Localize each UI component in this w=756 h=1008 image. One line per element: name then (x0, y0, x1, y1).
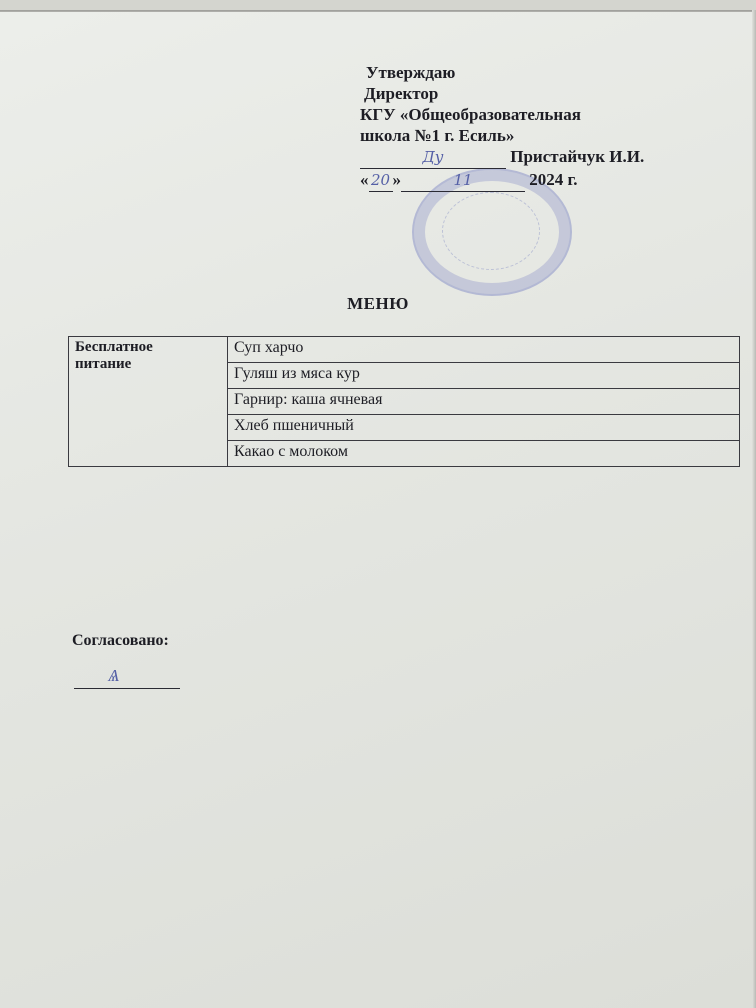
date-close-quote: » (392, 170, 401, 189)
approval-position: Директор (364, 84, 439, 103)
menu-category-cell (69, 337, 228, 467)
seal-inner-ring (442, 192, 540, 270)
date-day: 20 (370, 171, 391, 189)
approval-heading: Утверждаю (366, 63, 456, 82)
menu-item: Гуляш из мяса кур (228, 363, 740, 389)
page-right-edge (752, 10, 756, 1008)
category-line-1: Бесплатное (75, 339, 153, 355)
menu-item: Какао с молоком (228, 441, 740, 467)
approval-organization: КГУ «Общеобразовательная (360, 105, 581, 124)
category-line-2: питание (75, 356, 132, 372)
date-year: 2024 г. (529, 170, 578, 189)
agreement-signature: Ѧ (108, 666, 120, 686)
director-signature: Ду (422, 148, 444, 166)
menu-table (68, 336, 740, 467)
signature-field (360, 146, 506, 169)
date-open-quote: « (360, 170, 369, 189)
date-month-field (401, 169, 525, 192)
page-title: МЕНЮ (347, 294, 409, 313)
date-month: 11 (453, 171, 473, 189)
approval-school: школа №1 г. Есиль» (360, 126, 515, 145)
date-day-field (369, 169, 393, 192)
menu-item: Хлеб пшеничный (228, 415, 740, 441)
approval-signature-line (360, 146, 644, 169)
signer-name: Пристайчук И.И. (510, 147, 645, 166)
approval-date-line (360, 169, 644, 192)
table-row (69, 337, 740, 363)
agreement-label: Согласовано: (72, 632, 169, 649)
agreement-signature-line (74, 668, 180, 689)
menu-item: Суп харчо (228, 337, 740, 363)
approval-block (360, 62, 644, 192)
menu-item: Гарнир: каша ячневая (228, 389, 740, 415)
